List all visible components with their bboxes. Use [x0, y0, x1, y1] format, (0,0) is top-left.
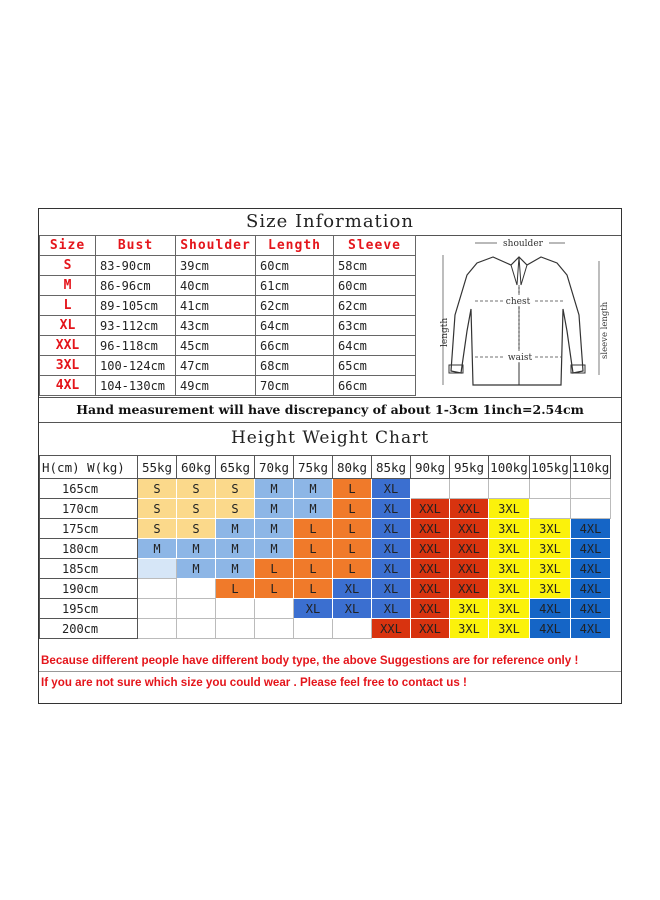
- shoulder-label: shoulder: [503, 239, 543, 249]
- size-cell: XL: [372, 599, 411, 619]
- size-cell: S: [138, 479, 177, 499]
- size-cell: [177, 619, 216, 639]
- size-value: 66cm: [334, 376, 416, 396]
- size-cell: L: [216, 579, 255, 599]
- size-cell: L: [333, 519, 372, 539]
- size-cell: M: [216, 559, 255, 579]
- size-cell: 3XL: [450, 599, 489, 619]
- size-cell: 4XL: [571, 599, 611, 619]
- size-value: 60cm: [256, 256, 334, 276]
- size-cell: M: [294, 499, 333, 519]
- size-cell: 3XL: [530, 559, 571, 579]
- size-cell: XL: [333, 599, 372, 619]
- size-cell: [450, 479, 489, 499]
- weight-header: 65kg: [216, 456, 255, 479]
- size-header-size: Size: [40, 236, 96, 256]
- weight-header: 80kg: [333, 456, 372, 479]
- size-cell: 4XL: [571, 519, 611, 539]
- weight-header: 95kg: [450, 456, 489, 479]
- height-label: 185cm: [40, 559, 138, 579]
- size-cell: L: [294, 579, 333, 599]
- size-cell: XL: [372, 519, 411, 539]
- size-cell: M: [255, 499, 294, 519]
- size-cell: [333, 619, 372, 639]
- size-cell: XXL: [450, 559, 489, 579]
- size-label: XL: [40, 316, 96, 336]
- size-cell: 3XL: [489, 499, 530, 519]
- size-cell: M: [255, 479, 294, 499]
- waist-label: waist: [507, 353, 533, 363]
- size-cell: S: [177, 499, 216, 519]
- size-cell: M: [216, 519, 255, 539]
- size-label: 4XL: [40, 376, 96, 396]
- weight-header: 75kg: [294, 456, 333, 479]
- height-row: [40, 579, 611, 599]
- size-header-length: Length: [256, 236, 334, 256]
- size-value: 100-124cm: [96, 356, 176, 376]
- size-cell: XL: [372, 499, 411, 519]
- size-cell: [255, 619, 294, 639]
- size-cell: [294, 619, 333, 639]
- size-cell: XL: [372, 479, 411, 499]
- weight-header: 110kg: [571, 456, 611, 479]
- size-value: 62cm: [334, 296, 416, 316]
- size-cell: S: [177, 479, 216, 499]
- weight-header: 60kg: [177, 456, 216, 479]
- size-cell: 3XL: [530, 519, 571, 539]
- size-cell: [216, 599, 255, 619]
- size-cell: L: [255, 559, 294, 579]
- weight-header: 70kg: [255, 456, 294, 479]
- size-cell: XXL: [372, 619, 411, 639]
- height-row: [40, 539, 611, 559]
- height-label: 170cm: [40, 499, 138, 519]
- size-cell: L: [333, 479, 372, 499]
- size-value: 96-118cm: [96, 336, 176, 356]
- size-cell: M: [177, 559, 216, 579]
- size-cell: S: [216, 499, 255, 519]
- size-cell: M: [294, 479, 333, 499]
- size-cell: M: [255, 519, 294, 539]
- size-cell: 4XL: [571, 539, 611, 559]
- size-value: 62cm: [256, 296, 334, 316]
- size-cell: [138, 599, 177, 619]
- size-cell: 3XL: [489, 519, 530, 539]
- size-chart-frame: [38, 208, 622, 704]
- size-value: 93-112cm: [96, 316, 176, 336]
- height-row: [40, 499, 611, 519]
- height-weight-title: Height Weight Chart: [230, 428, 430, 448]
- size-cell: [571, 479, 611, 499]
- weight-header: 90kg: [411, 456, 450, 479]
- size-value: 49cm: [176, 376, 256, 396]
- size-cell: [177, 579, 216, 599]
- height-weight-corner: H(cm) W(kg): [40, 456, 138, 479]
- size-cell: XXL: [450, 579, 489, 599]
- size-cell: L: [255, 579, 294, 599]
- size-cell: XXL: [411, 499, 450, 519]
- size-value: 83-90cm: [96, 256, 176, 276]
- size-label: S: [40, 256, 96, 276]
- size-cell: 3XL: [450, 619, 489, 639]
- size-value: 39cm: [176, 256, 256, 276]
- shirt-measurement-diagram: [415, 235, 621, 397]
- size-cell: M: [216, 539, 255, 559]
- size-row: [40, 296, 416, 316]
- size-value: 65cm: [334, 356, 416, 376]
- size-row: [40, 316, 416, 336]
- size-label: XXL: [40, 336, 96, 356]
- size-cell: 4XL: [530, 619, 571, 639]
- size-row: [40, 256, 416, 276]
- size-cell: S: [138, 499, 177, 519]
- size-header-shoulder: Shoulder: [176, 236, 256, 256]
- size-information-title: Size Information: [39, 209, 621, 236]
- disclaimer-line-2: If you are not sure which size you could wear . Please feel free to contact us !: [41, 676, 467, 689]
- size-value: 70cm: [256, 376, 334, 396]
- chest-label: chest: [505, 297, 531, 307]
- size-cell: [177, 599, 216, 619]
- size-cell: [255, 599, 294, 619]
- size-cell: L: [333, 539, 372, 559]
- height-row: [40, 599, 611, 619]
- size-cell: XXL: [450, 519, 489, 539]
- size-cell: M: [138, 539, 177, 559]
- weight-header: 85kg: [372, 456, 411, 479]
- size-cell: 4XL: [571, 619, 611, 639]
- size-cell: S: [216, 479, 255, 499]
- size-value: 64cm: [256, 316, 334, 336]
- size-cell: L: [333, 499, 372, 519]
- size-value: 86-96cm: [96, 276, 176, 296]
- size-cell: [138, 559, 177, 579]
- size-value: 41cm: [176, 296, 256, 316]
- size-header-sleeve: Sleeve: [334, 236, 416, 256]
- size-cell: XXL: [411, 619, 450, 639]
- size-value: 60cm: [334, 276, 416, 296]
- size-cell: M: [255, 539, 294, 559]
- size-cell: L: [294, 559, 333, 579]
- size-header-bust: Bust: [96, 236, 176, 256]
- size-value: 68cm: [256, 356, 334, 376]
- weight-header: 100kg: [489, 456, 530, 479]
- disclaimer: [39, 650, 621, 693]
- size-value: 89-105cm: [96, 296, 176, 316]
- disclaimer-line-1: Because different people have different body type, the above Suggestions are for reference only !: [39, 650, 621, 672]
- size-cell: 3XL: [489, 619, 530, 639]
- size-value: 63cm: [334, 316, 416, 336]
- size-cell: XXL: [450, 499, 489, 519]
- size-cell: 4XL: [571, 559, 611, 579]
- size-cell: XXL: [411, 519, 450, 539]
- weight-header-row: [40, 456, 611, 479]
- size-cell: XXL: [450, 539, 489, 559]
- size-cell: XL: [294, 599, 333, 619]
- size-cell: S: [138, 519, 177, 539]
- measurement-note: Hand measurement will have discrepancy of about 1-3cm 1inch=2.54cm: [39, 397, 621, 423]
- size-cell: 3XL: [489, 599, 530, 619]
- size-cell: M: [177, 539, 216, 559]
- size-cell: [138, 579, 177, 599]
- size-cell: XXL: [411, 579, 450, 599]
- weight-header: 105kg: [530, 456, 571, 479]
- size-value: 104-130cm: [96, 376, 176, 396]
- sleeve-length-label: sleeve length: [600, 301, 610, 359]
- size-cell: L: [294, 539, 333, 559]
- length-label: length: [440, 317, 450, 347]
- size-row: [40, 356, 416, 376]
- height-row: [40, 559, 611, 579]
- height-label: 195cm: [40, 599, 138, 619]
- size-cell: 3XL: [530, 539, 571, 559]
- size-cell: XL: [372, 579, 411, 599]
- height-label: 165cm: [40, 479, 138, 499]
- size-value: 47cm: [176, 356, 256, 376]
- size-cell: [530, 499, 571, 519]
- height-label: 200cm: [40, 619, 138, 639]
- size-cell: XXL: [411, 559, 450, 579]
- size-cell: [571, 499, 611, 519]
- size-cell: [138, 619, 177, 639]
- shirt-icon: [415, 235, 621, 397]
- size-cell: 4XL: [571, 579, 611, 599]
- size-cell: S: [177, 519, 216, 539]
- size-value: 61cm: [256, 276, 334, 296]
- height-weight-table: [39, 455, 611, 639]
- size-label: L: [40, 296, 96, 316]
- size-value: 58cm: [334, 256, 416, 276]
- size-row: [40, 276, 416, 296]
- size-label: 3XL: [40, 356, 96, 376]
- size-value: 66cm: [256, 336, 334, 356]
- size-cell: XXL: [411, 539, 450, 559]
- size-cell: 4XL: [530, 599, 571, 619]
- size-cell: [411, 479, 450, 499]
- size-row: [40, 376, 416, 396]
- size-table: [39, 235, 416, 396]
- size-cell: L: [333, 559, 372, 579]
- size-cell: 3XL: [489, 559, 530, 579]
- height-label: 190cm: [40, 579, 138, 599]
- weight-header: 55kg: [138, 456, 177, 479]
- size-cell: XL: [333, 579, 372, 599]
- size-table-header: [40, 236, 416, 256]
- size-cell: L: [294, 519, 333, 539]
- size-cell: XL: [372, 539, 411, 559]
- size-row: [40, 336, 416, 356]
- height-label: 175cm: [40, 519, 138, 539]
- height-row: [40, 619, 611, 639]
- size-cell: XL: [372, 559, 411, 579]
- size-cell: 3XL: [530, 579, 571, 599]
- size-cell: XXL: [411, 599, 450, 619]
- size-value: 45cm: [176, 336, 256, 356]
- size-value: 40cm: [176, 276, 256, 296]
- size-value: 43cm: [176, 316, 256, 336]
- size-value: 64cm: [334, 336, 416, 356]
- height-row: [40, 479, 611, 499]
- size-cell: [216, 619, 255, 639]
- height-label: 180cm: [40, 539, 138, 559]
- height-row: [40, 519, 611, 539]
- size-cell: [489, 479, 530, 499]
- size-cell: 3XL: [489, 579, 530, 599]
- size-label: M: [40, 276, 96, 296]
- size-cell: [530, 479, 571, 499]
- size-cell: 3XL: [489, 539, 530, 559]
